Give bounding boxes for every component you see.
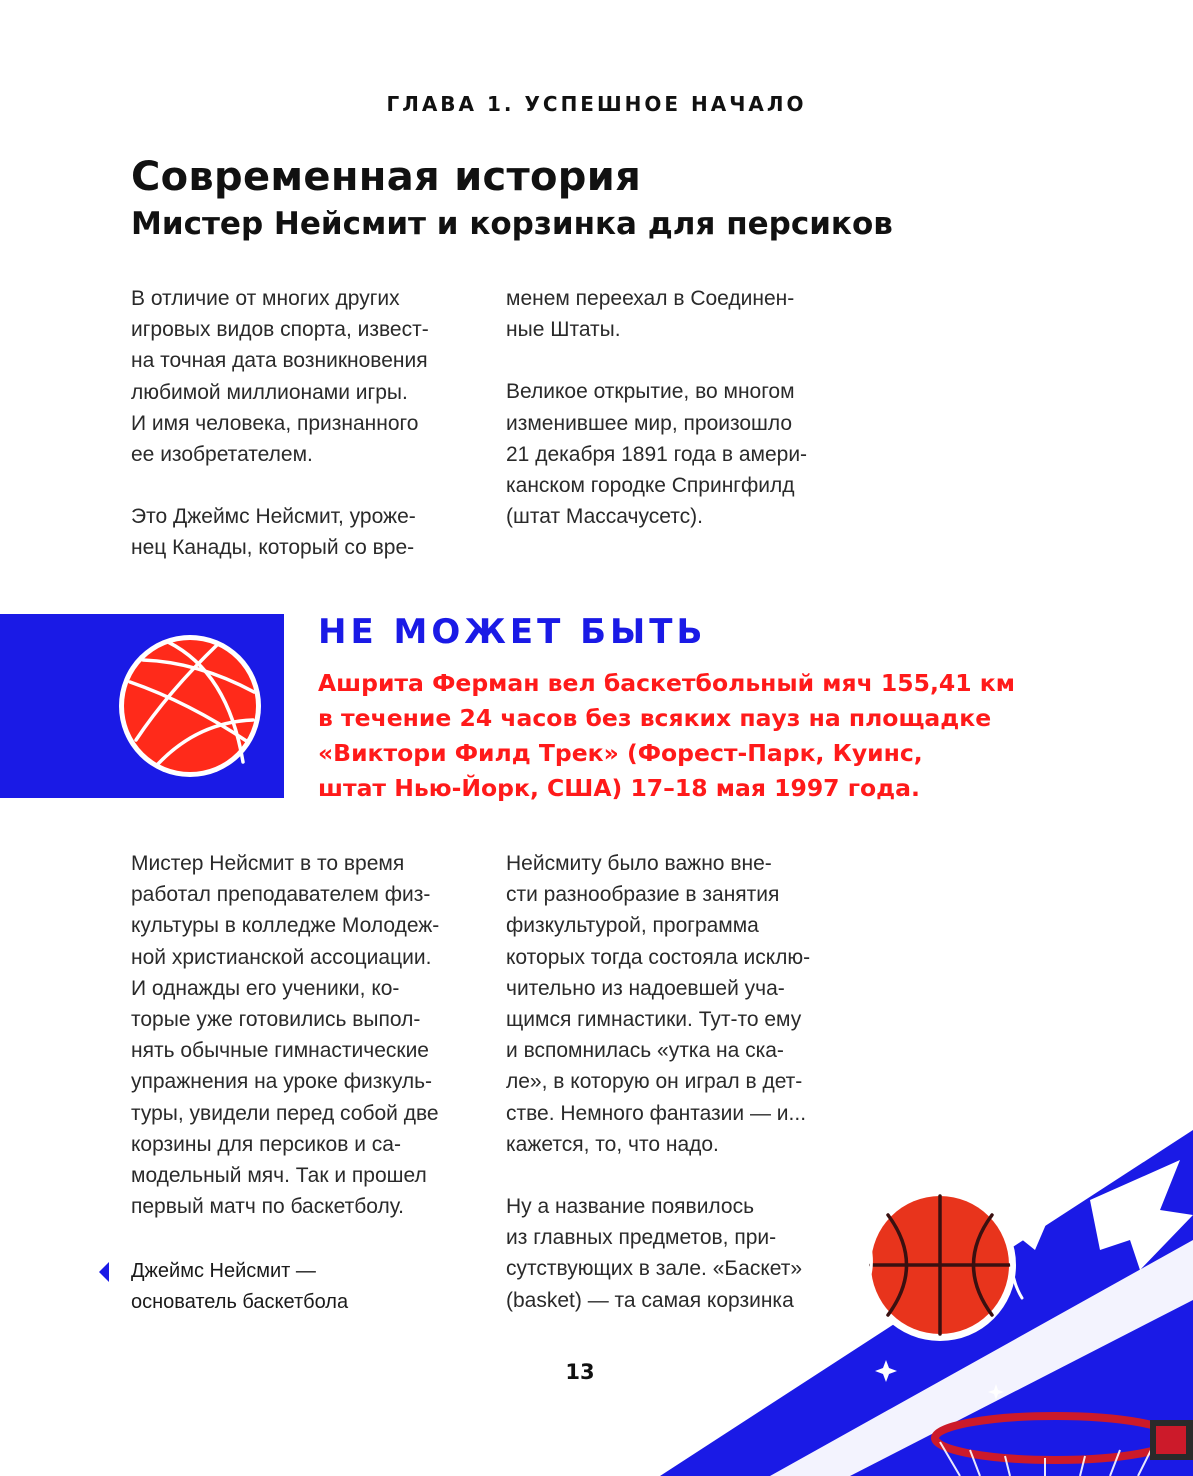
paragraph: Великое открытие, во многом изменившее мир, произошло 21 декабря 1891 года в амери- канском городке Спрингфилд (штат Массачусетс). — [506, 380, 808, 529]
image-caption: Джеймс Нейсмит — основатель баскетбола — [131, 1260, 349, 1313]
paragraph: Это Джеймс Нейсмит, уроже- нец Канады, который со вре- — [131, 505, 416, 560]
page-title: Современная история — [131, 154, 642, 200]
paragraph: Ну а название появилось из главных предметов, при- сутствующих в зале. «Баскет» (basket) — та самая корзинка — [506, 1195, 803, 1312]
basketball-illustration — [660, 1120, 1193, 1476]
paragraph: менем переехал в Соединен- ные Штаты. — [506, 287, 795, 342]
fact-box-banner — [0, 614, 284, 798]
paragraph: В отличие от многих других игровых видов спорта, извест- на точная дата возникновения любимой миллионами игры. И имя человека, признанного ее изобретателем. — [131, 287, 429, 467]
fact-box-text: Ашрита Ферман вел баскетбольный мяч 155,41 км в течение 24 часов без всяких пауз на площадке «Виктори Филд Трек» (Форест-Парк, Куинс, штат Нью-Йорк, США) 17–18 мая 1997 года. — [318, 669, 1015, 802]
page-number: 13 — [565, 1360, 595, 1384]
caption-marker-icon — [99, 1262, 109, 1282]
basketball-icon — [108, 632, 272, 780]
fact-box-heading: НЕ МОЖЕТ БЫТЬ — [318, 612, 707, 652]
paragraph: Нейсмиту было важно вне- сти разнообразие в занятия физкультурой, программа которых тогда состояла исклю- чительно из надоевшей уча- щимся гимнастики. Тут-то ему и вспомнилась «утка на ска- ле», в которую он играл в дет- стве. Немного фантазии — и... кажется, то, что надо. — [506, 852, 811, 1156]
running-head: ГЛАВА 1. УСПЕШНОЕ НАЧАЛО — [386, 92, 807, 116]
top-left-column — [131, 283, 481, 564]
page-subtitle: Мистер Нейсмит и корзинка для персиков — [131, 206, 893, 242]
top-right-column — [506, 283, 856, 532]
paragraph: Мистер Нейсмит в то время работал преподавателем физ- культуры в колледже Молодеж- ной христианской ассоциации. И однажды его ученики, ко- торые уже готовились выпол- нять обычные гимнастические упражнения на уроке физкуль- туры, увидели перед собой две корзины для персиков и са- модельный мяч. Так и прошел первый матч по баскетболу. — [131, 852, 440, 1219]
bottom-left-column — [131, 848, 481, 1222]
